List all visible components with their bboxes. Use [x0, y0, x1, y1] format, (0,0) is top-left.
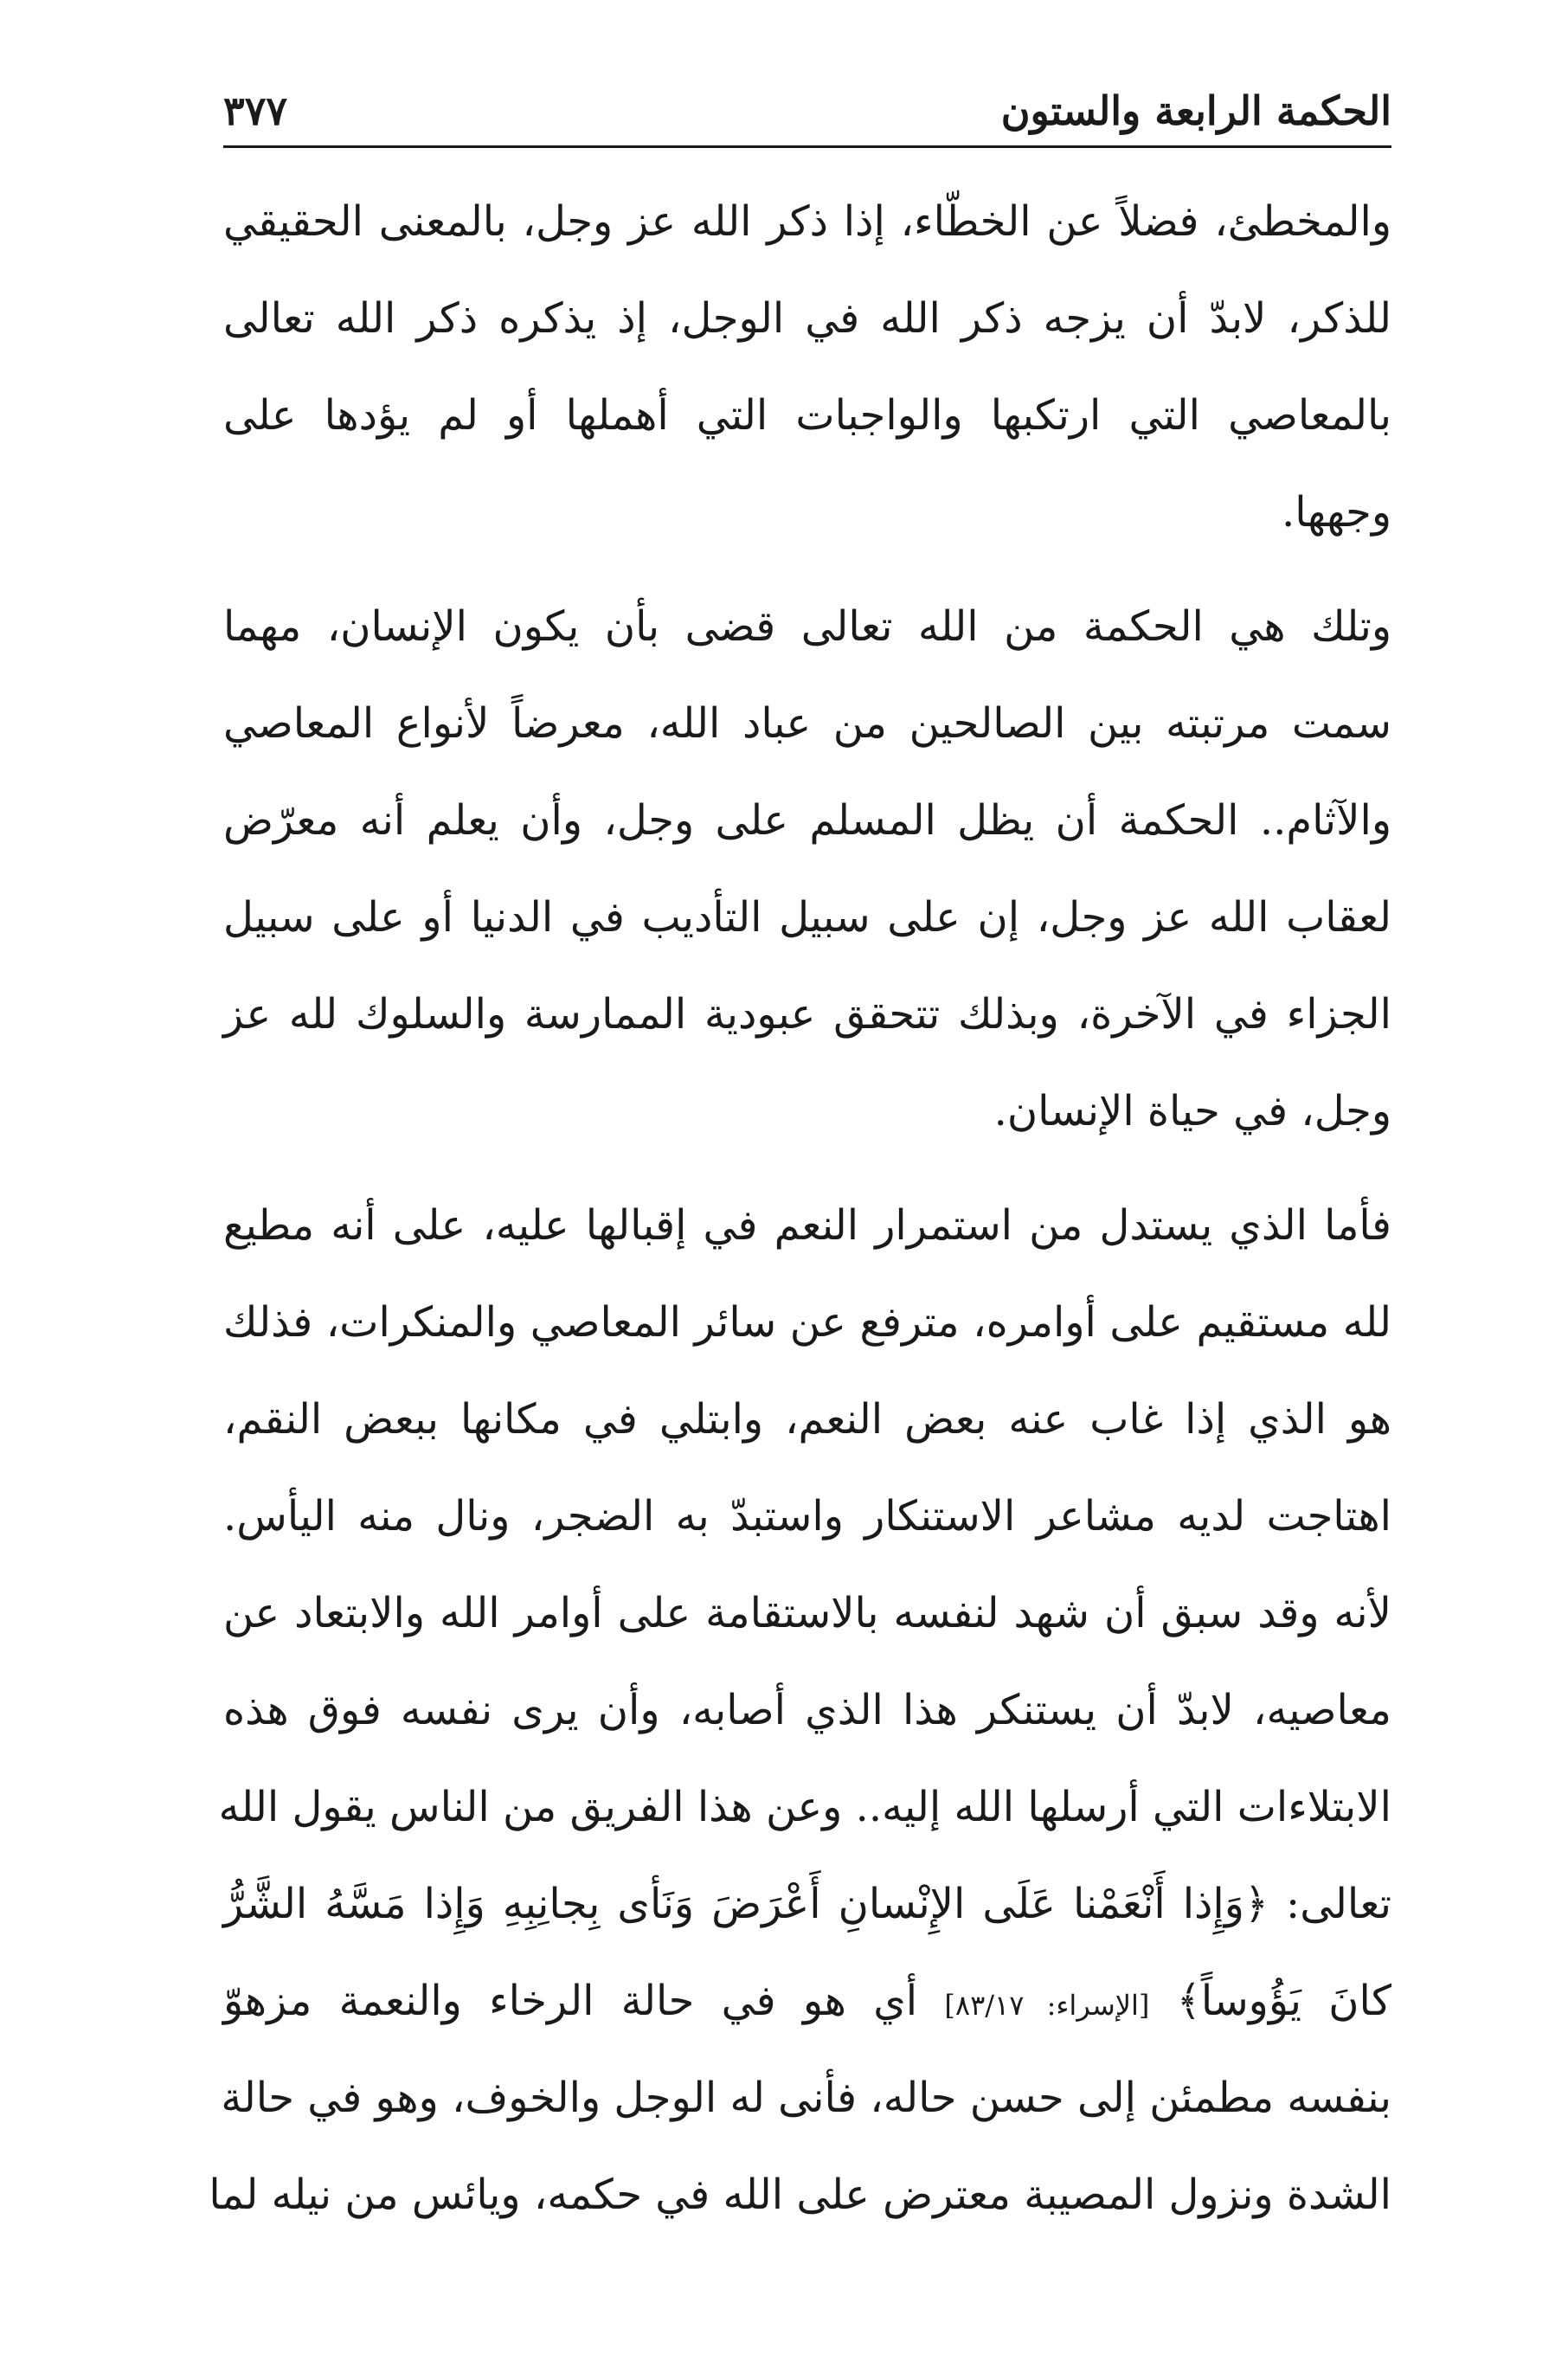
running-title: الحكمة الرابعة والستون [1000, 87, 1391, 134]
text-line: فأما الذي يستدل من استمرار النعم في إقبالها عليه، على أنه مطيع [223, 1201, 1391, 1250]
paragraph-3 [209, 1177, 1392, 2243]
text-line: لأنه وقد سبق أن شهد لنفسه بالاستقامة على أوامر الله والابتعاد عن [223, 1589, 1391, 1637]
text-line: لله مستقيم على أوامره، مترفع عن سائر المعاصي والمنكرات، فذلك [223, 1298, 1391, 1347]
text-line: سمت مرتبته بين الصالحين من عباد الله، معرضاً لأنواع المعاصي [223, 699, 1391, 748]
text-body [209, 173, 1392, 2243]
text-line: لعقاب الله عز وجل، إن على سبيل التأديب في الدنيا أو على سبيل [223, 893, 1391, 942]
text-line: بنفسه مطمئن إلى حسن حاله، فأنى له الوجل والخوف، وهو في حالة [221, 2074, 1391, 2122]
text-line: والآثام.. الحكمة أن يظل المسلم على وجل، وأن يعلم أنه معرّض [223, 796, 1391, 845]
verse-end-text: كانَ يَؤُوساً﴾ [1176, 1977, 1392, 2025]
paragraph-gap [223, 561, 1391, 578]
header-rule [223, 145, 1391, 148]
text-line: للذكر، لابدّ أن يزجه ذكر الله في الوجل، إذ يذكره ذكر الله تعالى [223, 294, 1391, 343]
paragraph-1 [223, 173, 1391, 561]
quran-verse-line: تعالى: ﴿وَإِذا أَنْعَمْنا عَلَى الإِنْسانِ أَعْرَضَ وَنَأى بِجانِبِهِ وَإِذا مَسَّهُ الشَّرُّ [223, 1880, 1391, 1928]
text-line: والمخطئ، فضلاً عن الخطّاء، إذا ذكر الله عز وجل، بالمعنى الحقيقي [223, 197, 1391, 246]
text-line: اهتاجت لديه مشاعر الاستنكار واستبدّ به الضجر، ونال منه اليأس. [223, 1492, 1391, 1540]
text-line: معاصيه، لابدّ أن يستنكر هذا الذي أصابه، وأن يرى نفسه فوق هذه [223, 1686, 1391, 1734]
text-line: الجزاء في الآخرة، وبذلك تتحقق عبودية الممارسة والسلوك لله عز [223, 990, 1391, 1039]
text-line: الابتلاءات التي أرسلها الله إليه.. وعن هذا الفريق من الناس يقول الله [218, 1783, 1391, 1831]
page-number: ٣٧٧ [223, 87, 288, 134]
text-line: وتلك هي الحكمة من الله تعالى قضى بأن يكون الإنسان، مهما [223, 602, 1391, 651]
text-line: بالمعاصي التي ارتكبها والواجبات التي أهملها أو لم يؤدها على [223, 391, 1391, 440]
page-header [223, 80, 1391, 149]
text-segment: أي هو في حالة الرخاء والنعمة مزهوّ [223, 1977, 918, 2025]
text-line: الشدة ونزول المصيبة معترض على الله في حكمه، ويائس من نيله لما [209, 2171, 1391, 2219]
verse-reference: [الإسراء: ٨٣/١٧] [944, 1989, 1150, 2022]
quran-verse-end-line [223, 1952, 1391, 2049]
paragraph-2 [223, 578, 1391, 1160]
text-line: هو الذي إذا غاب عنه بعض النعم، وابتلي في مكانها ببعض النقم، [223, 1395, 1391, 1444]
text-line: وجل، في حياة الإنسان. [993, 1087, 1391, 1135]
text-line: وجهها. [1282, 488, 1391, 537]
paragraph-gap [223, 1160, 1391, 1177]
